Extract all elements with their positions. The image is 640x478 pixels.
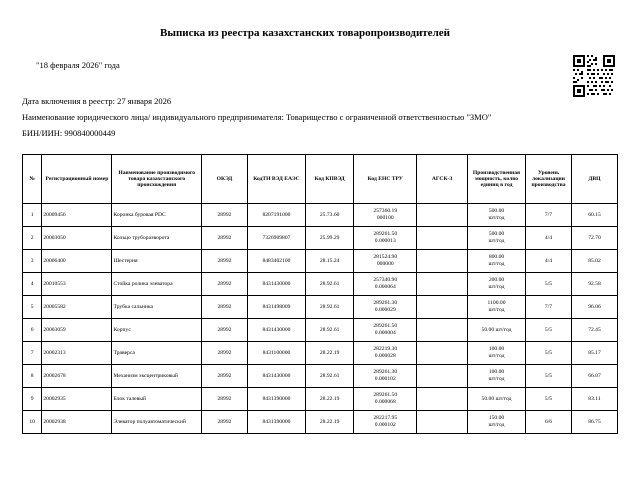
cell-dvc: 86.75 <box>571 411 617 434</box>
cell-oked: 28992 <box>201 411 247 434</box>
cell-reg: 20003050 <box>42 227 112 250</box>
entity-name-line: Наименование юридического лица/ индивидуального предпринимателя: Товарищество с ограниченной ответственностью "ЗМО" <box>22 111 492 122</box>
cell-agsk <box>417 250 468 273</box>
cell-enstru: 282217.95 0.000102 <box>354 411 417 434</box>
cell-reg: 20003059 <box>42 319 112 342</box>
cell-reg: 20006400 <box>42 250 112 273</box>
cell-name: Механизм эксцентриковый <box>112 365 201 388</box>
cell-kpved: 28.22.19 <box>305 342 353 365</box>
registry-table-body <box>23 204 618 434</box>
cell-power: 50.00 шт/год <box>467 388 525 411</box>
cell-oked: 28992 <box>201 296 247 319</box>
col-header-agsk: АГСК-З <box>417 155 468 204</box>
cell-reg: 20005582 <box>42 296 112 319</box>
cell-num: 2 <box>23 227 42 250</box>
cell-kpved: 28.92.61 <box>305 365 353 388</box>
cell-reg: 20002938 <box>42 411 112 434</box>
cell-num: 4 <box>23 273 42 296</box>
cell-dvc: 60.15 <box>571 204 617 227</box>
cell-kpved: 28.15.24 <box>305 250 353 273</box>
cell-name: Корпус <box>112 319 201 342</box>
table-row <box>23 296 618 319</box>
cell-oked: 28992 <box>201 319 247 342</box>
cell-level: 5/5 <box>526 319 572 342</box>
cell-num: 6 <box>23 319 42 342</box>
cell-power: 200.00 шт/год <box>467 273 525 296</box>
cell-name: Кольцо трубораэворота <box>112 227 201 250</box>
col-header-dvc: ДВЦ <box>571 155 617 204</box>
cell-reg: 20010553 <box>42 273 112 296</box>
cell-name: Траверса <box>112 342 201 365</box>
cell-agsk <box>417 227 468 250</box>
cell-tnved: 8431430000 <box>247 365 305 388</box>
table-row <box>23 227 618 250</box>
cell-kpved: 28.92.61 <box>305 319 353 342</box>
table-row <box>23 319 618 342</box>
qr-code-icon <box>572 54 616 98</box>
cell-level: 6/6 <box>526 411 572 434</box>
col-header-kpved: Код КПВЭД <box>305 155 353 204</box>
cell-level: 5/5 <box>526 342 572 365</box>
cell-level: 5/5 <box>526 365 572 388</box>
cell-agsk <box>417 273 468 296</box>
col-header-power: Производственная мощность, колво единиц в год <box>467 155 525 204</box>
cell-enstru: 289261.30 0.000102 <box>354 365 417 388</box>
cell-name: Стойка ролика элеватора <box>112 273 201 296</box>
cell-enstru: 282219.30 0.000028 <box>354 342 417 365</box>
cell-power: 150.00 шт/год <box>467 411 525 434</box>
cell-num: 7 <box>23 342 42 365</box>
cell-level: 5/5 <box>526 273 572 296</box>
table-row <box>23 388 618 411</box>
page-title: Выписка из реестра казахстанских товаропроизводителей <box>160 27 450 39</box>
cell-oked: 28992 <box>201 250 247 273</box>
cell-kpved: 28.92.61 <box>305 273 353 296</box>
cell-agsk <box>417 365 468 388</box>
cell-tnved: 8431100000 <box>247 342 305 365</box>
col-header-name: Наименование производимого товара казахстанского происхождения <box>112 155 201 204</box>
cell-num: 8 <box>23 365 42 388</box>
cell-level: 4/4 <box>526 227 572 250</box>
cell-oked: 28992 <box>201 227 247 250</box>
cell-num: 3 <box>23 250 42 273</box>
cell-reg: 20002313 <box>42 342 112 365</box>
cell-num: 1 <box>23 204 42 227</box>
cell-name: Коронка буровая PDC <box>112 204 201 227</box>
cell-dvc: 83.11 <box>571 388 617 411</box>
bin-line: БИН/ИИН: 990840000449 <box>22 127 116 138</box>
cell-agsk <box>417 319 468 342</box>
cell-tnved: 8483402100 <box>247 250 305 273</box>
table-row <box>23 365 618 388</box>
cell-level: 7/7 <box>526 296 572 319</box>
cell-num: 5 <box>23 296 42 319</box>
table-row <box>23 250 618 273</box>
table-row <box>23 411 618 434</box>
cell-reg: 20009456 <box>42 204 112 227</box>
cell-kpved: 28.92.61 <box>305 296 353 319</box>
cell-power: 100.00 шт/год <box>467 342 525 365</box>
cell-enstru: 257360.19 000100 <box>354 204 417 227</box>
cell-tnved: 8431390000 <box>247 388 305 411</box>
cell-num: 10 <box>23 411 42 434</box>
cell-oked: 28992 <box>201 273 247 296</box>
cell-name: Трубка сальника <box>112 296 201 319</box>
cell-power: 50.00 шт/год <box>467 319 525 342</box>
cell-level: 7/7 <box>526 204 572 227</box>
cell-kpved: 25.99.29 <box>305 227 353 250</box>
cell-power: 500.00 шт/год <box>467 227 525 250</box>
col-header-num: № <box>23 155 42 204</box>
issue-date: "18 февраля 2026" года <box>36 60 120 71</box>
cell-tnved: 8431430000 <box>247 319 305 342</box>
table-row <box>23 273 618 296</box>
cell-tnved: 8431498009 <box>247 296 305 319</box>
cell-num: 9 <box>23 388 42 411</box>
cell-agsk <box>417 204 468 227</box>
cell-power: 1100.00 шт/год <box>467 296 525 319</box>
cell-enstru: 289261.30 0.000029 <box>354 296 417 319</box>
cell-enstru: 257340.90 0.000064 <box>354 273 417 296</box>
table-row <box>23 204 618 227</box>
cell-oked: 28992 <box>201 342 247 365</box>
cell-dvc: 72.70 <box>571 227 617 250</box>
cell-name: Шестерня <box>112 250 201 273</box>
col-header-oked: ОКЭД <box>201 155 247 204</box>
cell-tnved: 8431430000 <box>247 273 305 296</box>
cell-level: 5/5 <box>526 388 572 411</box>
cell-level: 4/4 <box>526 250 572 273</box>
cell-name: Элеватор полуавтоматический <box>112 411 201 434</box>
cell-oked: 28992 <box>201 365 247 388</box>
cell-reg: 20002935 <box>42 388 112 411</box>
cell-enstru: 281524.90 000000 <box>354 250 417 273</box>
table-row <box>23 342 618 365</box>
cell-dvc: 85.17 <box>571 342 617 365</box>
cell-tnved: 7326909807 <box>247 227 305 250</box>
cell-kpved: 28.22.19 <box>305 388 353 411</box>
cell-oked: 28992 <box>201 388 247 411</box>
cell-power: 800.00 шт/год <box>467 250 525 273</box>
col-header-enstru: Код ЕНС ТРУ <box>354 155 417 204</box>
registry-table <box>22 154 618 434</box>
table-header-row <box>23 155 618 204</box>
cell-power: 100.00 шт/год <box>467 365 525 388</box>
cell-reg: 20002678 <box>42 365 112 388</box>
cell-tnved: 8431390000 <box>247 411 305 434</box>
cell-enstru: 289261.50 0.000068 <box>354 388 417 411</box>
cell-dvc: 72.45 <box>571 319 617 342</box>
cell-enstru: 289261.50 0.000004 <box>354 319 417 342</box>
document-meta <box>22 96 618 138</box>
col-header-level: Уровень локализации производства <box>526 155 572 204</box>
cell-name: Блок талевый <box>112 388 201 411</box>
col-header-reg: Регистрационный номер <box>42 155 112 204</box>
cell-dvc: 96.06 <box>571 296 617 319</box>
registry-date-line: Дата включения в реестр: 27 января 2026 <box>22 96 172 107</box>
cell-oked: 28992 <box>201 204 247 227</box>
cell-agsk <box>417 342 468 365</box>
cell-kpved: 28.22.19 <box>305 411 353 434</box>
cell-enstru: 289261.50 0.000013 <box>354 227 417 250</box>
cell-tnved: 8207191000 <box>247 204 305 227</box>
cell-power: 500.00 шт/год <box>467 204 525 227</box>
col-header-tnved: КодТН ВЭД ЕАЭС <box>247 155 305 204</box>
cell-dvc: 66.07 <box>571 365 617 388</box>
cell-agsk <box>417 388 468 411</box>
document-page <box>0 26 640 478</box>
cell-agsk <box>417 411 468 434</box>
cell-dvc: 85.02 <box>571 250 617 273</box>
cell-kpved: 25.73.60 <box>305 204 353 227</box>
cell-agsk <box>417 296 468 319</box>
cell-dvc: 92.58 <box>571 273 617 296</box>
